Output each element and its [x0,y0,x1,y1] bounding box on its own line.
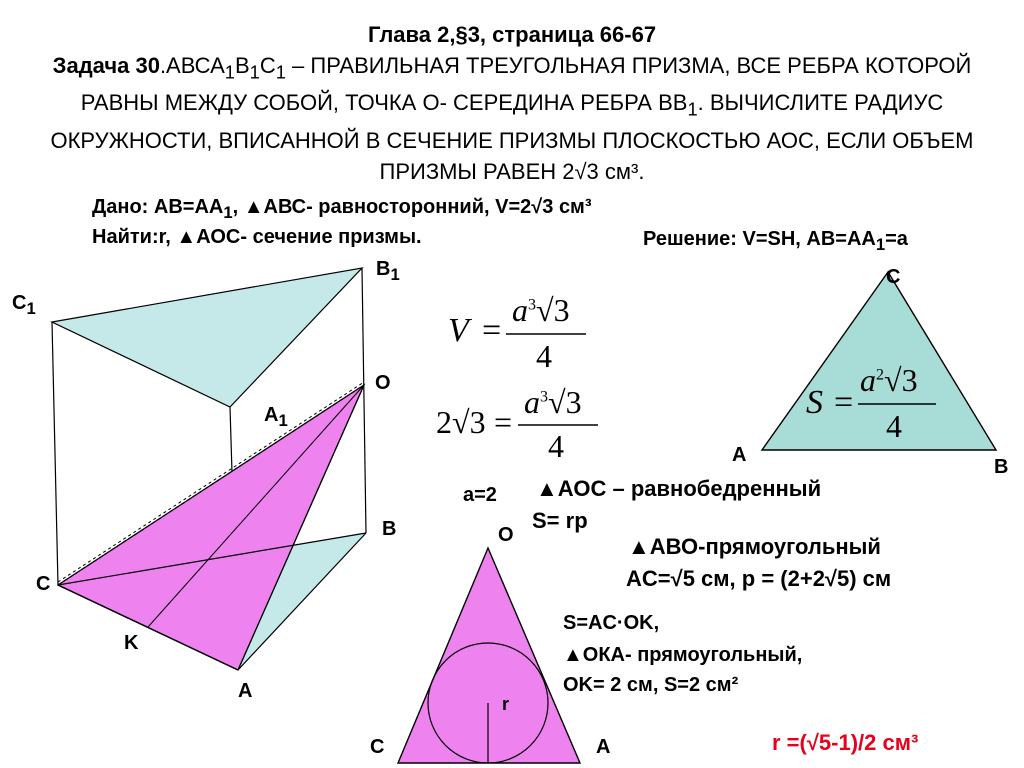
page-title: Глава 2,§3, страница 66-67 [367,22,657,47]
task-text-b: В [234,53,250,78]
task-sub: 1 [687,98,698,120]
formula-numerator: $a^2√3$ [860,362,918,398]
solution-sub: 1 [875,235,886,254]
ac-p: AC=√5 см, p = (2+2√5) см [626,566,892,591]
given-text-b: , ▲АВС- равносторонний, V=2√3 см³ [232,196,592,218]
formula-denominator: 4 [548,428,564,464]
ok-s: OK= 2 см, S=2 см² [563,674,739,696]
label-c: C [36,573,51,595]
section-label-o: O [498,524,514,546]
formula-left-value: 2√3 [436,404,486,440]
edge-bb1 [362,268,366,533]
formula-denominator: 4 [536,338,552,374]
given-sub: 1 [223,203,233,222]
oka-right: ▲ОКА- прямоугольный, [563,644,803,666]
find-line: Найти:r, ▲АОС- сечение призмы. [92,226,422,248]
label-a: A [238,680,253,702]
base-label-a: A [732,444,747,466]
label-b1: $B_1$ [376,258,400,284]
section-triangle [398,548,580,763]
task-text-d: – ПРАВИЛЬНАЯ ТРЕУГОЛЬНАЯ ПРИЗМА, ВСЕ РЕБРА КОТОРОЙ РАВНЫ МЕЖДУ СОБОЙ, ТОЧКА О- СЕРЕДИНА РЕБРА ВВ [80,53,972,116]
solution-text-a: Решение: V=SH, АВ=АА [643,228,876,250]
label-b: B [382,518,397,540]
s-acok: S=AC·OK, [563,612,660,634]
prism-top-face [52,268,362,407]
section-aoc [58,385,364,670]
abo-right: ▲АВО-прямоугольный [628,534,881,559]
formula-s-symbol: S [806,384,823,421]
formula-eq: = [494,404,513,440]
s-rp: S= rp [532,508,588,533]
formula-numerator: $a^3√3$ [512,292,570,328]
formula-eq: = [834,384,854,421]
base-triangle [762,272,996,450]
label-c1: $C_1$ [12,292,36,318]
formula-denominator: 4 [886,408,902,444]
a-value: a=2 [463,484,497,506]
answer: r =(√5-1)/2 см³ [772,730,919,755]
aoc-isosceles: ▲АОС – равнобедренный [536,476,822,501]
radius-label: r [502,694,510,714]
given-text-a: Дано: АВ=АА [92,196,224,218]
solution-text-b: =a [885,228,908,250]
section-label-c: C [370,736,385,758]
label-a1: $A_1$ [264,404,288,430]
section-label-a: A [596,736,611,758]
formula-v-symbol: V [448,312,469,349]
base-label-c: C [886,266,901,288]
base-label-b: B [994,456,1009,478]
task-text-a: .АВСА [159,53,225,78]
task-number: Задача 30 [52,53,160,78]
task-text-c: С [259,53,276,78]
edge-cc1 [52,322,58,585]
formula-eq: = [482,312,502,349]
label-k: K [124,632,139,654]
task-sub: 1 [224,61,235,83]
task-text-e: . ВЫЧИСЛИТЕ РАДИУС ОКРУЖНОСТИ, ВПИСАННОЙ В СЕЧЕНИЕ ПРИЗМЫ ПЛОСКОСТЬЮ АОС, ЕСЛИ ОБЪЕМ ПРИЗМЫ РАВЕН 2√3 см³. [50,90,974,184]
task-sub: 1 [249,61,260,83]
formula-numerator: $a^3√3$ [524,384,582,420]
task-sub: 1 [275,61,286,83]
label-o: O [375,372,391,394]
